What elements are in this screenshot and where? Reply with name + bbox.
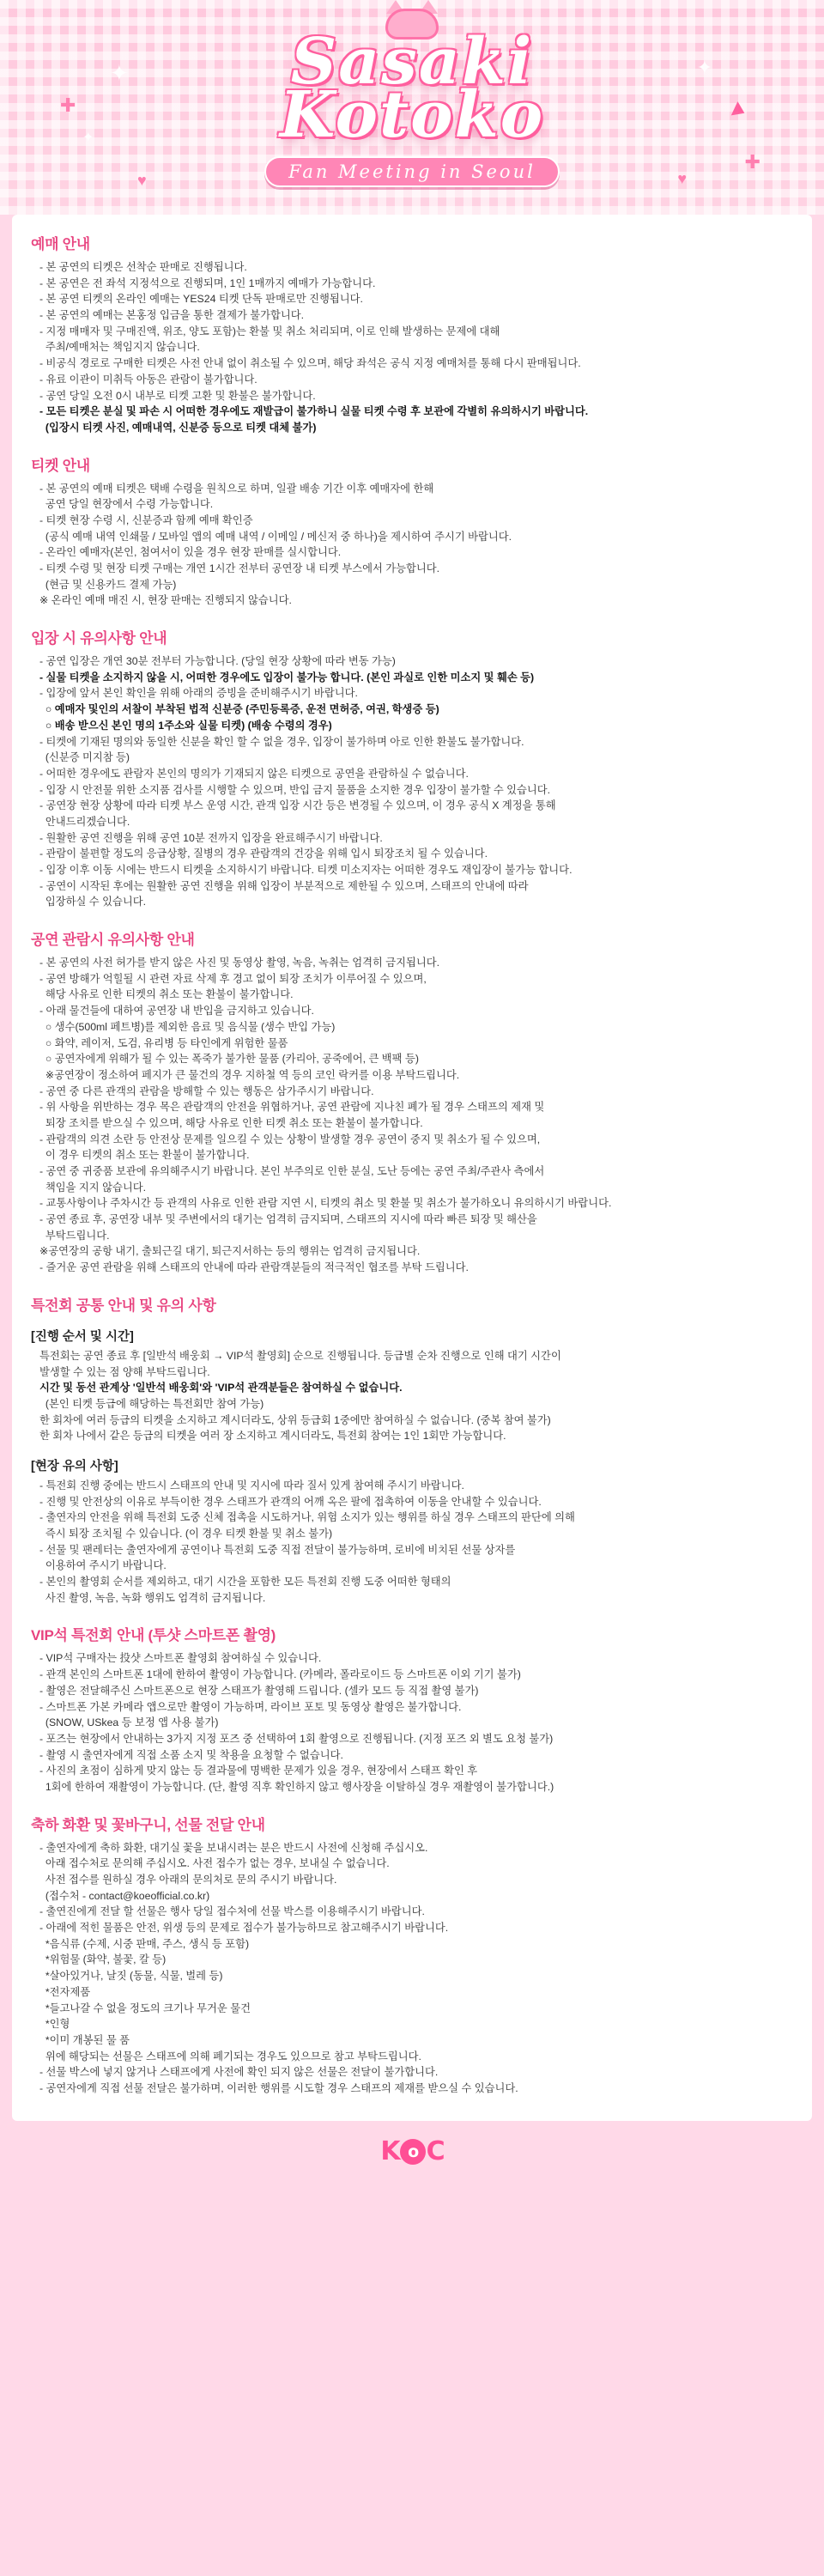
list-item: 이용하여 주시기 바랍니다. [39, 1559, 167, 1572]
list-item: 한 회차에 여러 등급의 티켓을 소지하고 계시더라도, 상위 등급회 1중에만 참여하실 수 없습니다. (중복 참여 불가) [39, 1413, 551, 1426]
list-item: - 어떠한 경우에도 관람자 본인의 명의가 기재되지 않은 티켓으로 공연을 관람하실 수 없습니다. [39, 767, 469, 780]
logo-letter-k: K [380, 2136, 399, 2166]
list-item: (SNOW, USkea 등 보정 앱 사용 불가) [39, 1716, 219, 1729]
hero-banner [0, 0, 824, 215]
list-item: - 실물 티켓을 소지하지 않을 시, 어떠한 경우에도 입장이 불가능 합니다. (본인 과실로 인한 미소지 및 훼손 등) [39, 671, 535, 683]
list-item: - 티켓 현장 수령 시, 신분증과 함께 예매 확인증 [39, 513, 253, 526]
section-heading-gifts: 축하 화환 및 꽃바구니, 선물 전달 안내 [31, 1816, 265, 1833]
list-item: *인형 [39, 2018, 70, 2031]
logo-mark-o: o [400, 2139, 426, 2165]
section-heading-ticket: 티켓 안내 [31, 457, 90, 474]
page-subtitle: Fan Meeting in Seoul [264, 156, 560, 187]
list-item: *전자제품 [39, 1985, 91, 1998]
list-item: - 공연 입장은 개연 30분 전부터 가능합니다. (당일 현장 상황에 따라 변동 가능) [39, 655, 396, 668]
sparkle-icon: ✦ [82, 131, 94, 145]
list-item: - 포즈는 현장에서 안내하는 3가지 지정 포즈 중 선택하여 1회 촬영으로 진행됩니다. (지정 포즈 외 별도 요청 불가) [39, 1732, 554, 1745]
footer [0, 2121, 824, 2185]
list-item: - 본 공연 티켓의 온라인 예매는 YES24 티켓 단독 판매로만 진행됩니다. [39, 293, 363, 306]
section-heading-vip: VIP석 특전회 안내 (투샷 스마트폰 촬영) [31, 1627, 276, 1644]
list-item: ○ 화약, 레이저, 도검, 유리병 등 타인에게 위험한 물품 [39, 1036, 288, 1049]
section-body-entry [31, 653, 793, 910]
list-item: - 사진의 초점이 심하게 맞지 않는 등 결과물에 명백한 문제가 있을 경우, 현장에서 스태프 확인 후 [39, 1765, 478, 1777]
list-item: 즉시 퇴장 조치될 수 있습니다. (이 경우 티켓 환불 및 취소 불가) [39, 1528, 333, 1540]
section-body-booking [31, 259, 793, 436]
list-item: - 공연이 시작된 후에는 원활한 공연 진행을 위해 입장이 부분적으로 제한될 수 있으며, 스태프의 안내에 따라 [39, 879, 529, 892]
contact-email[interactable]: (접수처 - contact@koeofficial.co.kr) [39, 1889, 210, 1902]
list-item: - 출연자에게 축하 화환, 대기실 꽃을 보내시려는 분은 반드시 사전에 신청해 주십시오. [39, 1841, 428, 1854]
list-item: 발생할 수 있는 점 양해 부탁드립니다. [39, 1365, 210, 1378]
sparkle-icon: ✦ [110, 60, 129, 86]
list-item: ○ 생수(500ml 페트병)를 제외한 음료 및 음식물 (생수 반입 가능) [39, 1020, 336, 1033]
notice-content [12, 215, 812, 2121]
section-heading-viewing: 공연 관람시 유의사항 안내 [31, 932, 195, 949]
list-item: - 유료 이관이 미취득 아동은 관람이 불가합니다. [39, 373, 258, 386]
section-body-ticket [31, 481, 793, 610]
list-item: (공식 예매 내역 인쇄물 / 모바일 앱의 예매 내역 / 이메일 / 메신저 중 하나)을 제시하여 주시기 바랍니다. [39, 530, 512, 543]
list-item: - 아래에 적힌 물품은 안전, 위생 등의 문제로 접수가 불가능하므로 참고해주시기 바랍니다. [39, 1922, 449, 1935]
list-item: 부탁드립니다. [39, 1229, 110, 1242]
list-item: 위에 해당되는 선물은 스태프에 의해 폐기되는 경우도 있으므로 참고 부탁드립니다. [39, 2050, 421, 2063]
list-item: - 공연장 현장 상황에 따라 티켓 부스 운영 시간, 관객 입장 시간 등은 변경될 수 있으며, 이 경우 공식 X 계정을 통해 [39, 799, 556, 812]
list-item: ○ 배송 받으신 본인 명의 1주소와 실물 티켓) (배송 수령의 경우) [39, 719, 332, 732]
list-item: ※공연장의 공항 내기, 출퇴근길 대기, 퇴근지서하는 등의 행위는 엄격히 금지됩니다. [39, 1245, 421, 1258]
list-item: 퇴장 조치를 받으실 수 있으며, 해당 사유로 인한 티켓 취소 또는 환불이 불가합니다. [39, 1116, 423, 1129]
list-item: - 출연진에게 전달 할 선물은 행사 당일 접수처에 선물 박스를 이용해주시기 바랍니다. [39, 1905, 425, 1918]
list-item: - 입장 시 안전물 위한 소지품 검사를 시행할 수 있으며, 반입 금지 물품을 소지한 경우 입장이 불가할 수 있습니다. [39, 783, 551, 796]
list-item: - 관람이 불편할 정도의 응급상황, 질병의 경우 관람객의 건강을 위해 입시 퇴장조치 될 수 있습니다. [39, 848, 488, 860]
list-item: - 공연 중 귀중품 보관에 유의해주시기 바랍니다. 본인 부주의로 인한 분실, 도난 등에는 공연 주최/주관사 측에서 [39, 1165, 545, 1177]
list-item: - 관람객의 의견 소란 등 안전상 문제를 일으킬 수 있는 상황이 발생할 경우 공연이 중지 및 취소가 될 수 있으며, [39, 1133, 541, 1145]
list-item: - VIP석 구매자는 投샷 스마트폰 촬영회 참여하실 수 있습니다. [39, 1652, 322, 1665]
section-heading-special-event: 특전회 공통 안내 및 유의 사항 [31, 1297, 216, 1314]
list-item: *들고나갈 수 없을 정도의 크기나 무거운 물건 [39, 2002, 251, 2014]
list-item: - 출연자의 안전을 위해 특전회 도중 신체 접촉을 시도하거나, 위험 소지가 있는 행위를 하실 경우 스태프의 판단에 의해 [39, 1511, 575, 1524]
section-body-onsite-notes [31, 1478, 793, 1607]
list-item: 입장하실 수 있습니다. [39, 896, 147, 908]
list-item: - 아래 물건들에 대하여 공연장 내 반입을 금지하고 있습니다. [39, 1005, 314, 1018]
section-body-order-and-time [31, 1348, 793, 1444]
hero-title-block [0, 25, 824, 187]
list-item: - 위 사항을 위반하는 경우 목은 관람객의 안전을 위협하거나, 공연 관람에 지나친 폐가 될 경우 스태프의 제재 및 [39, 1101, 545, 1114]
list-item: *이미 개봉된 물 품 [39, 2033, 130, 2046]
list-item: - 진행 및 안전상의 이유로 부득이한 경우 스태프가 관객의 어깨 옥은 팔에 접촉하여 이동을 안내할 수 있습니다. [39, 1495, 542, 1508]
list-item: (신분증 미지참 등) [39, 751, 130, 764]
list-item: - 비공식 경로로 구매한 티켓은 사전 안내 없이 취소될 수 있으며, 해당 좌석은 공식 지정 예매처를 통해 다시 판매됩니다. [39, 357, 581, 370]
list-item: - 공연 당일 오전 0시 내부로 티켓 고환 및 환불은 불가합니다. [39, 389, 316, 402]
list-item: - 관객 본인의 스마트폰 1대에 한하여 촬영이 가능합니다. (카메라, 폴라로이드 등 스마트폰 이외 기기 불가) [39, 1668, 521, 1681]
list-item: 한 회차 나에서 같은 등급의 티켓을 여러 장 소지하고 계시더라도, 특전회 참여는 1인 1회만 가능합니다. [39, 1430, 506, 1443]
list-item: - 본 공연의 티켓은 선착순 판매로 진행됩니다. [39, 261, 247, 273]
list-item: 해당 사유로 인한 티켓의 취소 또는 환불이 불가합니다. [39, 988, 294, 1001]
koe-logo [380, 2136, 443, 2166]
list-item: *살아있거나, 날짓 (동물, 식물, 벌레 등) [39, 1970, 223, 1983]
list-item: 사전 접수를 원하실 경우 아래의 문의처로 문의 주시기 바랍니다. [39, 1874, 337, 1886]
list-item: - 공연자에게 직접 선물 전달은 불가하며, 이러한 행위를 시도할 경우 스태프의 제재를 받으실 수 있습니다. [39, 2081, 518, 2094]
list-item: ○ 공연자에게 위해가 될 수 있는 폭죽가 불가한 물품 (카리아, 공죽에어, 큰 백팩 등) [39, 1053, 419, 1066]
subheading-order-and-time: [진행 순서 및 시간] [31, 1329, 134, 1344]
list-item: - 공연 방해가 억힐될 시 관련 자료 삭제 후 경고 없이 퇴장 조치가 이루어질 수 있으며, [39, 972, 427, 985]
list-item: *위험물 (화약, 불꽃, 칼 등) [39, 1953, 167, 1966]
list-item: - 본 공연의 사전 허가를 받지 않은 사진 및 동영상 촬영, 녹음, 녹취는 엄격히 금지됩니다. [39, 957, 440, 969]
list-item: *음식류 (수제, 시중 판매, 주스, 생식 등 포함) [39, 1937, 250, 1950]
list-item: - 본 공연은 전 좌석 지정석으로 진행되며, 1인 1매까지 예매가 가능합니다. [39, 276, 376, 289]
list-item: (입장시 티켓 사진, 예매내역, 신분증 등으로 티켓 대체 불가) [39, 421, 317, 434]
page-title [0, 25, 824, 153]
section-body-gifts [31, 1840, 793, 2097]
list-item: - 지정 매매자 및 구매진액, 위조, 양도 포함)는 환불 및 취소 처리되며, 이로 인해 발생하는 문제에 대해 [39, 325, 500, 337]
list-item: - 선물 박스에 넣지 않거나 스태프에게 사전에 확인 되지 않은 선물은 전달이 불가합니다. [39, 2066, 439, 2079]
list-item: - 입장 이후 이동 시에는 반드시 티켓을 소지하시기 바랍니다. 티켓 미소지자는 어떠한 경우도 재입장이 불가능 합니다. [39, 864, 573, 876]
list-item: - 교통사항이나 주차시간 등 관객의 사유로 인한 관람 지연 시, 티켓의 취소 및 환불 및 취소가 불가하오니 유의하시기 바랍니다. [39, 1197, 612, 1210]
list-item: 사진 촬영, 녹음, 녹화 행위도 엄격히 금지됩니다. [39, 1591, 266, 1604]
list-item: 1회에 한하여 재촬영이 가능합니다. (단, 촬영 직후 확인하지 않고 행사장을 이탈하실 경우 재촬영이 불가합니다.) [39, 1780, 554, 1793]
list-item: - 입장에 앞서 본인 확인을 위해 아래의 증빙을 준비해주시기 바랍니다. [39, 687, 358, 700]
list-item: - 본인의 촬영회 순서를 제외하고, 대기 시간을 포함한 모든 특전회 진행 도중 어떠한 형태의 [39, 1576, 451, 1589]
list-item: 시간 및 동선 관계상 '일반석 배웅회'와 'VIP석 관객분들은 참여하실 수 없습니다. [39, 1382, 403, 1394]
section-body-vip [31, 1650, 793, 1795]
section-body-viewing [31, 955, 793, 1276]
list-item: - 모든 티켓은 분실 및 파손 시 어떠한 경우에도 재발급이 불가하니 실물 티켓 수령 후 보관에 각별히 유의하시기 바랍니다. [39, 405, 589, 418]
list-item: 주최/예매처는 책임지지 않습니다. [39, 341, 200, 354]
list-item: - 공연 중 다른 관객의 관람을 방해할 수 있는 행동은 삼가주시기 바랍니다. [39, 1084, 374, 1097]
title-line-1: Sasaki [290, 25, 534, 99]
list-item: - 즐거운 공연 관람을 위해 스태프의 안내에 따라 관람객분들의 적극적인 협조를 부탁 드립니다. [39, 1261, 469, 1274]
list-item: (현금 및 신용카드 결제 가능) [39, 578, 177, 591]
list-item: ※ 온라인 예매 매진 시, 현장 판매는 진행되지 않습니다. [39, 594, 292, 607]
list-item: - 선물 및 팬레터는 출연자에게 공연이나 특전회 도중 직접 전달이 불가능하며, 로비에 비치된 선물 상자를 [39, 1543, 516, 1556]
list-item: 책임을 지지 않습니다. [39, 1181, 147, 1194]
list-item: 아래 접수처로 문의해 주십시오. 사전 접수가 없는 경우, 보내실 수 없습니다. [39, 1857, 390, 1870]
section-heading-booking: 예매 안내 [31, 236, 90, 252]
list-item: - 티켓에 기재된 명의와 동일한 신분을 확인 할 수 없을 경우, 입장이 불가하며 아로 인한 환불도 불가합니다. [39, 735, 524, 748]
list-item: - 본 공연의 예매는 본홍정 입금을 통한 결제가 불가합니다. [39, 309, 305, 322]
list-item: 안내드리겠습니다. [39, 815, 130, 828]
heart-icon: ✚ [60, 94, 76, 116]
list-item: - 스마트폰 가본 카메라 앱으로만 촬영이 가능하며, 라이브 포토 및 동영상 촬영은 불가합니다. [39, 1700, 462, 1713]
list-item: ○ 예매자 및인의 서찰이 부착된 법적 신분증 (주민등록증, 운전 면허증, 여권, 학생증 등) [39, 703, 439, 716]
heart-icon: ✚ [744, 151, 760, 173]
section-heading-entry: 입장 시 유의사항 안내 [31, 630, 167, 647]
list-item: - 특전회 진행 중에는 반드시 스태프의 안내 및 지시에 따라 질서 있게 참여해 주시기 바랍니다. [39, 1479, 464, 1492]
list-item: - 촬영 시 출연자에게 직접 소품 소지 및 착용을 요청할 수 없습니다. [39, 1748, 343, 1761]
list-item: - 원활한 공연 진행을 위해 공연 10분 전까지 입장을 완료해주시기 바랍니다. [39, 831, 383, 844]
title-line-2: Kotoko [279, 78, 545, 153]
logo-letter-c: C [426, 2136, 444, 2166]
heart-icon: ♥ [137, 172, 147, 189]
list-item: 특전회는 공연 종료 후 [일반석 배웅회 → VIP석 촬영회] 순으로 진행됩니다. 등급별 순차 진행으로 인해 대기 시간이 [39, 1349, 561, 1362]
list-item: 이 경우 티켓의 취소 또는 환불이 불가합니다. [39, 1149, 250, 1162]
heart-icon: ♥ [677, 170, 687, 187]
list-item: - 촬영은 전달해주신 스마트폰으로 현장 스태프가 촬영해 드립니다. (셀카 모드 등 직접 촬영 불가) [39, 1684, 479, 1697]
list-item: - 본 공연의 예매 티켓은 택배 수령을 원칙으로 하며, 일괄 배송 기간 이후 예매자에 한해 [39, 482, 434, 495]
list-item: - 공연 종료 후, 공연장 내부 및 주변에서의 대기는 엄격히 금지되며, 스태프의 지시에 따라 빠른 퇴장 및 해산을 [39, 1213, 537, 1226]
list-item: ※공연장이 정소하여 페지가 큰 물건의 경우 지하철 역 등의 코인 락커를 이용 부탁드립니다. [39, 1068, 460, 1081]
list-item: (본인 티켓 등급에 해당하는 특전회만 참여 가능) [39, 1397, 264, 1410]
sparkle-icon: ✦ [696, 57, 712, 78]
list-item: - 티켓 수령 및 현장 티켓 구매는 개연 1시간 전부터 공연장 내 티켓 부스에서 가능합니다. [39, 562, 440, 574]
subheading-onsite-notes: [현장 유의 사항] [31, 1459, 118, 1473]
list-item: - 온라인 예매자(본인, 첨여서이 있을 경우 현장 판매를 실시합니다. [39, 546, 342, 559]
list-item: 공연 당일 현장에서 수령 가능합니다. [39, 498, 214, 511]
